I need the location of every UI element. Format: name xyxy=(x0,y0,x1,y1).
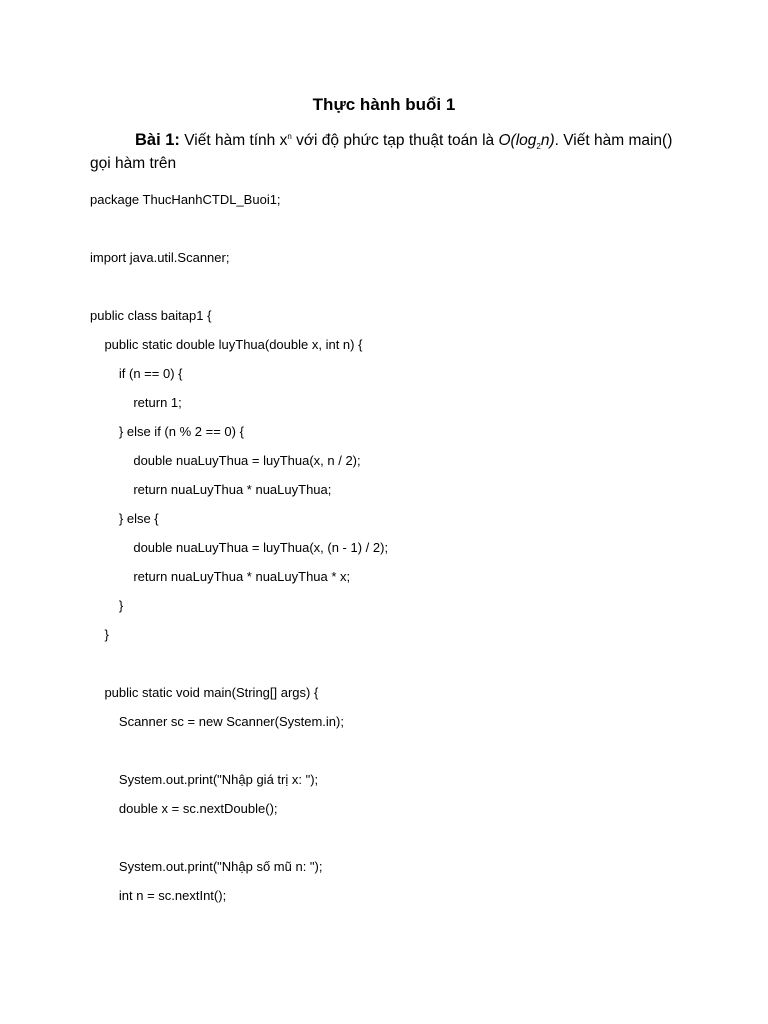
document-title: Thực hành buổi 1 xyxy=(312,95,456,114)
code-block xyxy=(90,185,730,910)
code-line: double nuaLuyThua = luyThua(x, n / 2); xyxy=(90,453,361,468)
exercise-statement xyxy=(90,129,680,175)
complexity-end: n) xyxy=(540,132,555,149)
code-line: Scanner sc = new Scanner(System.in); xyxy=(90,714,344,729)
code-line: double nuaLuyThua = luyThua(x, (n - 1) / 2); xyxy=(90,540,389,555)
code-line: System.out.print("Nhập số mũ n: "); xyxy=(90,859,323,874)
code-line: } else if (n % 2 == 0) { xyxy=(90,424,244,439)
exercise-label: Bài 1: xyxy=(135,131,180,149)
code-line: return nuaLuyThua * nuaLuyThua; xyxy=(90,482,332,497)
code-line: package ThucHanhCTDL_Buoi1; xyxy=(90,192,281,207)
exercise-text-after: . Viết hàm main() gọi hàm trên xyxy=(90,132,673,172)
code-line: } xyxy=(90,627,109,642)
code-line: import java.util.Scanner; xyxy=(90,250,230,265)
code-line xyxy=(90,736,730,765)
exercise-text-middle: với độ phức tạp thuật toán là xyxy=(291,132,499,149)
code-line: } else { xyxy=(90,511,159,526)
code-line xyxy=(90,272,730,301)
code-line: public class baitap1 { xyxy=(90,308,212,323)
code-line: if (n == 0) { xyxy=(90,366,183,381)
code-line: public static double luyThua(double x, int n) { xyxy=(90,337,363,352)
code-line: public static void main(String[] args) { xyxy=(90,685,319,700)
complexity-start: O(log xyxy=(498,132,537,149)
code-line xyxy=(90,214,730,243)
exercise-text-before: Viết hàm tính x xyxy=(179,132,288,149)
code-line: } xyxy=(90,598,124,613)
code-line: double x = sc.nextDouble(); xyxy=(90,801,278,816)
code-line xyxy=(90,649,730,678)
code-line xyxy=(90,823,730,852)
complexity-subscript: 2 xyxy=(536,142,541,152)
code-line: return 1; xyxy=(90,395,182,410)
code-line: return nuaLuyThua * nuaLuyThua * x; xyxy=(90,569,351,584)
exponent-superscript: n xyxy=(287,131,292,141)
code-line: int n = sc.nextInt(); xyxy=(90,888,227,903)
code-line: System.out.print("Nhập giá trị x: "); xyxy=(90,772,319,787)
